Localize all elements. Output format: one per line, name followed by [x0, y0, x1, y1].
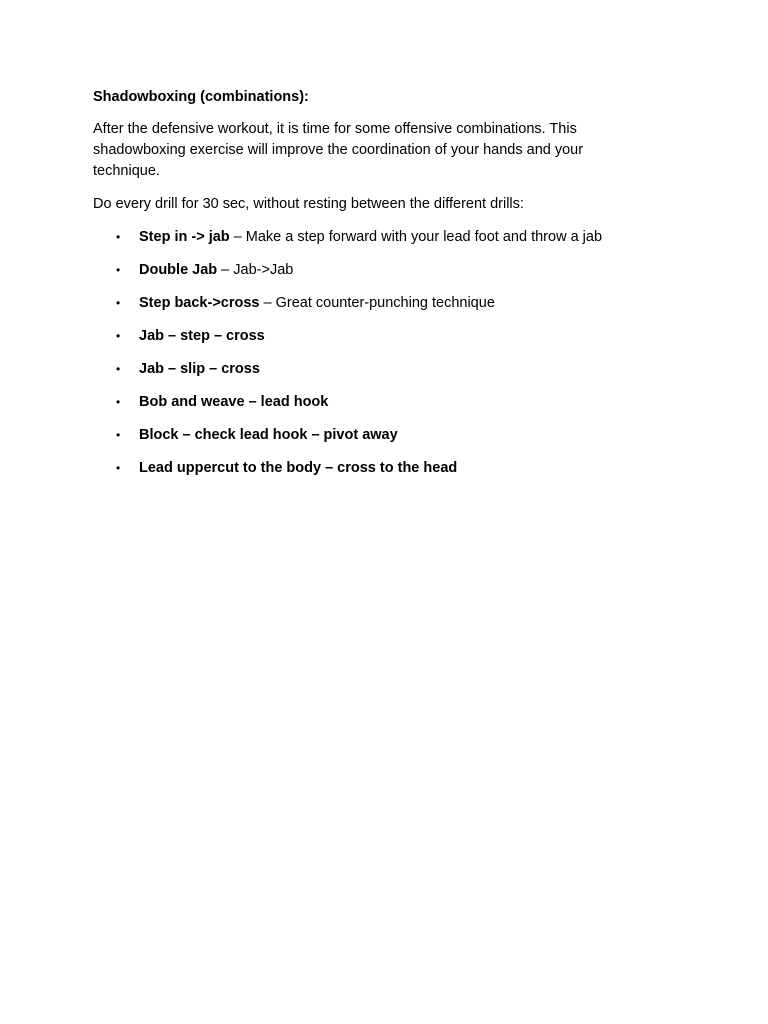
drill-name: Double Jab	[139, 262, 218, 278]
drill-item	[93, 293, 628, 313]
drill-name: Jab – slip – cross	[139, 361, 260, 377]
bullet-icon: •	[116, 362, 121, 376]
bullet-icon: •	[116, 230, 121, 244]
drill-name: Block – check lead hook – pivot away	[139, 427, 398, 443]
drill-description: – Great counter-punching technique	[259, 295, 495, 311]
instruction-paragraph: Do every drill for 30 sec, without resting between the different drills:	[93, 196, 524, 212]
drill-name: Step in -> jab	[139, 229, 230, 245]
drill-item	[93, 359, 628, 379]
drill-item	[93, 326, 628, 346]
bullet-icon: •	[116, 428, 121, 442]
drill-description: – Make a step forward with your lead foot and throw a jab	[229, 229, 603, 245]
intro-paragraph: After the defensive workout, it is time for some offensive combinations. This shadowboxing exercise will improve the coordination of your hands and your technique.	[93, 121, 584, 179]
drill-name: Jab – step – cross	[139, 328, 265, 344]
drill-item	[93, 425, 628, 445]
drill-list	[93, 227, 628, 478]
drill-name: Bob and weave – lead hook	[139, 394, 329, 410]
bullet-icon: •	[116, 296, 121, 310]
bullet-icon: •	[116, 395, 121, 409]
drill-item	[93, 260, 628, 280]
drill-description: – Jab->Jab	[217, 262, 294, 278]
drill-item	[93, 227, 628, 247]
bullet-icon: •	[116, 263, 121, 277]
drill-item	[93, 458, 628, 478]
bullet-icon: •	[116, 461, 121, 475]
drill-item	[93, 392, 628, 412]
section-heading: Shadowboxing (combinations):	[93, 89, 309, 105]
drill-name: Step back->cross	[139, 295, 260, 311]
bullet-icon: •	[116, 329, 121, 343]
drill-name: Lead uppercut to the body – cross to the head	[139, 460, 458, 476]
